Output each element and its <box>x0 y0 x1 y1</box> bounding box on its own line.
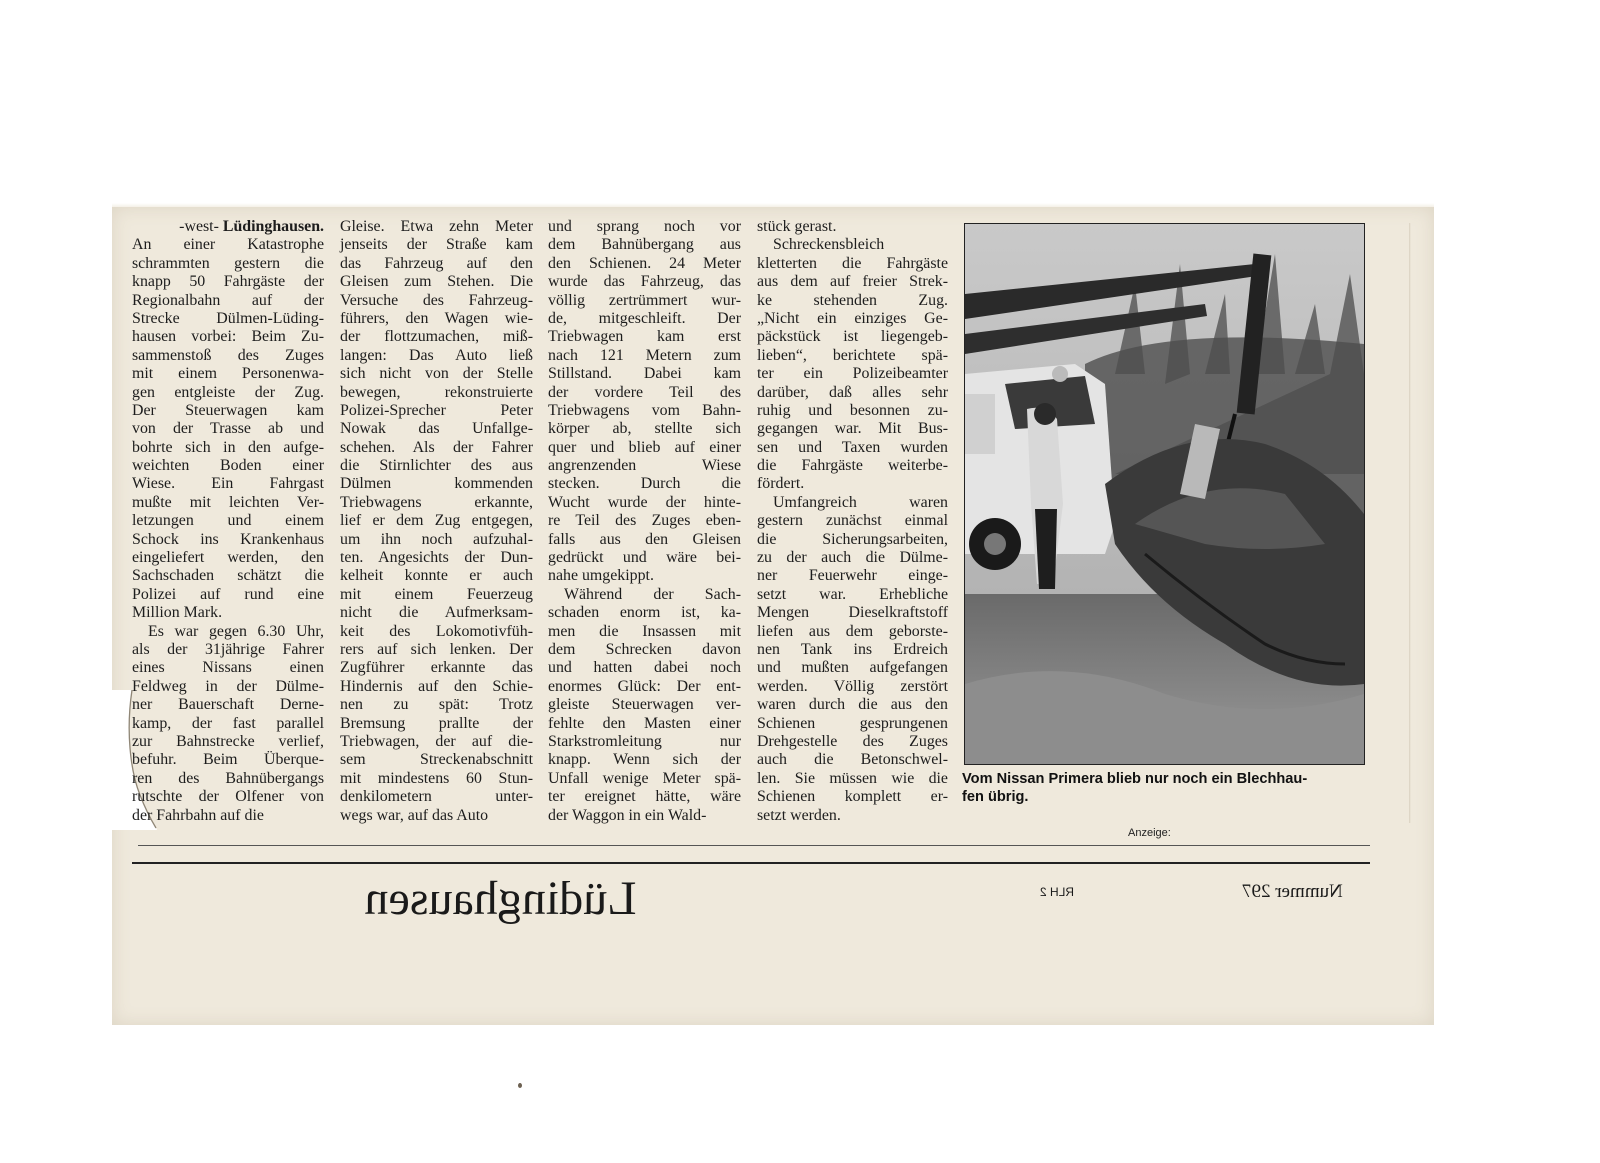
article-line: ten. Angesichts der Dun- <box>340 549 533 567</box>
article-line: und hatten dabei noch <box>548 659 741 677</box>
article-line: bewegen, rekonstruierte <box>340 383 533 401</box>
reverse-side-issue-number: Nummer 297 <box>1242 881 1343 902</box>
article-line: Schock ins Krankenhaus <box>132 530 324 548</box>
article-line: gegangen war. Mit Bus- <box>757 420 948 438</box>
photo-caption <box>962 771 1372 806</box>
article-line: aus dem auf freier Strek- <box>757 273 948 291</box>
article-line: Feldweg in der Dülme- <box>132 677 324 695</box>
article-line: mit einem Feuerzeug <box>340 585 533 603</box>
article-line: der Waggon in ein Wald- <box>548 806 707 824</box>
article-line: stück gerast. <box>757 218 837 235</box>
article-line: der Fahrbahn auf die <box>132 806 264 824</box>
photo-caption-line-1: Vom Nissan Primera blieb nur noch ein Blechhau- <box>962 771 1308 787</box>
article-line: setzt war. Erhebliche <box>757 585 948 603</box>
article-line: setzt werden. <box>757 806 841 824</box>
article-line: Umfangreich waren <box>773 493 948 511</box>
article-line: sen und Taxen wurden <box>757 438 948 456</box>
article-column-4 <box>757 218 948 825</box>
article-column-2 <box>340 218 533 825</box>
article-line: Wucht wurde der hinte- <box>548 493 741 511</box>
article-line: ke stehenden Zug. <box>757 291 948 309</box>
article-line: gedrückt und wäre bei- <box>548 549 741 567</box>
article-line: waren durch die aus den <box>757 696 948 714</box>
article-line: zu der auch die Dülme- <box>757 549 948 567</box>
article-line: mit mindestens 60 Stun- <box>340 769 533 787</box>
article-line: gen entgleiste der Zug. <box>132 383 324 401</box>
article-line: Drehgestelle des Zuges <box>757 732 948 750</box>
article-line: von der Trasse ab und <box>132 420 324 438</box>
article-line: mit einem Personenwa- <box>132 365 324 383</box>
article-line: nen Tank ins Erdreich <box>757 640 948 658</box>
article-line: Schienen komplett er- <box>757 788 948 806</box>
article-line: Der Steuerwagen kam <box>132 401 324 419</box>
divider-rule <box>132 862 1370 864</box>
article-line: men die Insassen mit <box>548 622 741 640</box>
article-line: Triebwagen kam erst <box>548 328 741 346</box>
article-line: stecken. Durch die <box>548 475 741 493</box>
article-line: Stillstand. Dabei kam <box>548 365 741 383</box>
article-line: falls aus den Gleisen <box>548 530 741 548</box>
article-line: bohrte sich in den aufge- <box>132 438 324 456</box>
article-line: rutschte der Olfener von <box>132 788 324 806</box>
article-line: und sprang noch vor <box>548 218 741 235</box>
paper-speck <box>518 1083 522 1088</box>
article-line: nach 121 Metern zum <box>548 346 741 364</box>
article-line: körper ab, stellte sich <box>548 420 741 438</box>
article-line: enormes Glück: Der ent- <box>548 677 741 695</box>
reverse-side-page-code: RLH 2 <box>1040 885 1075 899</box>
article-line: langen: Das Auto ließ <box>340 346 533 364</box>
article-line: auch die Betonschwel- <box>757 751 948 769</box>
article-line: re Teil des Zuges eben- <box>548 512 741 530</box>
article-line: knapp 50 Fahrgäste der <box>132 273 324 291</box>
article-line: gleiste Steuerwagen ver- <box>548 696 741 714</box>
article-line: Triebwagens vom Bahn- <box>548 401 741 419</box>
article-line: um ihn noch aufzuhal- <box>340 530 533 548</box>
article-line: mußte mit leichten Ver- <box>132 493 324 511</box>
article-line: dem Schrecken davon <box>548 640 741 658</box>
article-line: Es war gegen 6.30 Uhr, <box>148 622 324 640</box>
article-line: Bremsung prallte der <box>340 714 533 732</box>
article-line: kelheit konnte er auch <box>340 567 533 585</box>
article-line: führers, den Wagen wie- <box>340 309 533 327</box>
article-line: der vordere Teil des <box>548 383 741 401</box>
article-line: das Fahrzeug auf den <box>340 254 533 272</box>
article-line: weichten Boden einer <box>132 457 324 475</box>
article-line: die Sicherungsarbeiten, <box>757 530 948 548</box>
article-line: ner Bauerschaft Derne- <box>132 696 324 714</box>
article-line: Triebwagen, der auf die- <box>340 732 533 750</box>
article-line: lief er dem Zug entgegen, <box>340 512 533 530</box>
article-line: völlig zertrümmert wur- <box>548 291 741 309</box>
article-line: Wiese. Ein Fahrgast <box>132 475 324 493</box>
article-line: angrenzenden Wiese <box>548 457 741 475</box>
article-line: die Stirnlichter des aus <box>340 457 533 475</box>
article-line: schaden enorm ist, ka- <box>548 604 741 622</box>
article-line: schrammten gestern die <box>132 254 324 272</box>
article-line: eingeliefert werden, den <box>132 549 324 567</box>
article-line: und mußten aufgefangen <box>757 659 948 677</box>
article-line: liefen aus dem geborste- <box>757 622 948 640</box>
article-line: lieben“, berichtete spä- <box>757 346 948 364</box>
article-line: ter ein Polizeibeamter <box>757 365 948 383</box>
dateline-author: -west- <box>179 218 223 235</box>
article-line: ner Feuerwehr einge- <box>757 567 948 585</box>
article-line: päckstück ist liegengeb- <box>757 328 948 346</box>
dateline-place: Lüdinghausen. <box>222 218 324 235</box>
article-line: wegs war, auf das Auto <box>340 806 489 824</box>
article-line: nicht die Aufmerksam- <box>340 604 533 622</box>
divider-thin <box>138 845 1370 846</box>
article-line: Hindernis auf den Schie- <box>340 677 533 695</box>
article-line: wurde das Fahrzeug, das <box>548 273 741 291</box>
article-line: quer und blieb auf einer <box>548 438 741 456</box>
article-line: len. Sie müssen wie die <box>757 769 948 787</box>
article-line: jenseits der Straße kam <box>340 236 533 254</box>
article-line: denkilometern unter- <box>340 788 533 806</box>
ad-label: Anzeige: <box>1128 827 1171 839</box>
article-line: de, mitgeschleift. Der <box>548 309 741 327</box>
tow-truck-wreck-photo <box>964 223 1365 765</box>
article-line: Schienen gesprungenen <box>757 714 948 732</box>
article-line: eines Nissans einen <box>132 659 324 677</box>
article-line: hausen vorbei: Beim Zu- <box>132 328 324 346</box>
article-line: Polizei-Sprecher Peter <box>340 401 533 419</box>
article-line: sich nicht von der Stelle <box>340 365 533 383</box>
article-line: ren des Bahnübergangs <box>132 769 324 787</box>
article-line: als der 31jährige Fahrer <box>132 640 324 658</box>
article-line: Polizei auf rund eine <box>132 585 324 603</box>
article-line: Regionalbahn auf der <box>132 291 324 309</box>
article-line: Starkstromleitung nur <box>548 732 741 750</box>
article-line: Schreckensbleich <box>773 236 885 254</box>
article-line: fehlte den Masten einer <box>548 714 741 732</box>
article-line: Strecke Dülmen-Lüding- <box>132 309 324 327</box>
article-line: befuhr. Beim Überque- <box>132 751 324 769</box>
article-line: letzungen und einem <box>132 512 324 530</box>
article-line: nen zu spät: Trotz <box>340 696 533 714</box>
article-line: Dülmen kommenden <box>340 475 533 493</box>
article-line: Triebwagens erkannte, <box>340 493 533 511</box>
article-line: werden. Völlig zerstört <box>757 677 948 695</box>
article-line: An einer Katastrophe <box>132 236 324 254</box>
article-line: kletterten die Fahrgäste <box>757 254 948 272</box>
article-line: rers auf sich lenken. Der <box>340 640 533 658</box>
reverse-side-title: Lüdinghausen <box>364 872 637 925</box>
article-line: Während der Sach- <box>564 585 741 603</box>
photo-caption-line-2: fen übrig. <box>962 788 1029 805</box>
article-line: ruhig und besonnen zu- <box>757 401 948 419</box>
article-line <box>132 218 324 236</box>
article-line: sem Streckenabschnitt <box>340 751 533 769</box>
article-line: Zugführer erkannte das <box>340 659 533 677</box>
article-line: dem Bahnübergang aus <box>548 236 741 254</box>
article-line: ter ereignet hätte, wäre <box>548 788 741 806</box>
article-line: nahe umgekippt. <box>548 567 654 585</box>
article-line: Mengen Dieselkraftstoff <box>757 604 948 622</box>
article-line: keit des Lokomotivfüh- <box>340 622 533 640</box>
article-line: die Fahrgäste weiterbe- <box>757 457 948 475</box>
article-line: „Nicht ein einziges Ge- <box>757 309 948 327</box>
article-line: der flottzumachen, miß- <box>340 328 533 346</box>
article-line: zur Bahnstrecke verlief, <box>132 732 324 750</box>
article-line: gestern zunächst einmal <box>757 512 948 530</box>
article-line: Gleise. Etwa zehn Meter <box>340 218 533 235</box>
clipping-fold-edge <box>1409 223 1411 823</box>
article-line: knapp. Wenn sich der <box>548 751 741 769</box>
article-column-3 <box>548 218 741 825</box>
article-line: Nowak das Unfallge- <box>340 420 533 438</box>
article-line: kamp, der fast parallel <box>132 714 324 732</box>
article-line: Unfall wenige Meter spä- <box>548 769 741 787</box>
article-line: darüber, daß alles sehr <box>757 383 948 401</box>
article-line: den Schienen. 24 Meter <box>548 254 741 272</box>
article-line: sammenstoß des Zuges <box>132 346 324 364</box>
article-line: Gleisen zum Stehen. Die <box>340 273 533 291</box>
article-line: Million Mark. <box>132 604 223 622</box>
article-line: Versuche des Fahrzeug- <box>340 291 533 309</box>
article-line: Sachschaden schätzt die <box>132 567 324 585</box>
article-line: schehen. Als der Fahrer <box>340 438 533 456</box>
article-line: fördert. <box>757 475 805 493</box>
article-column-1 <box>132 218 324 825</box>
